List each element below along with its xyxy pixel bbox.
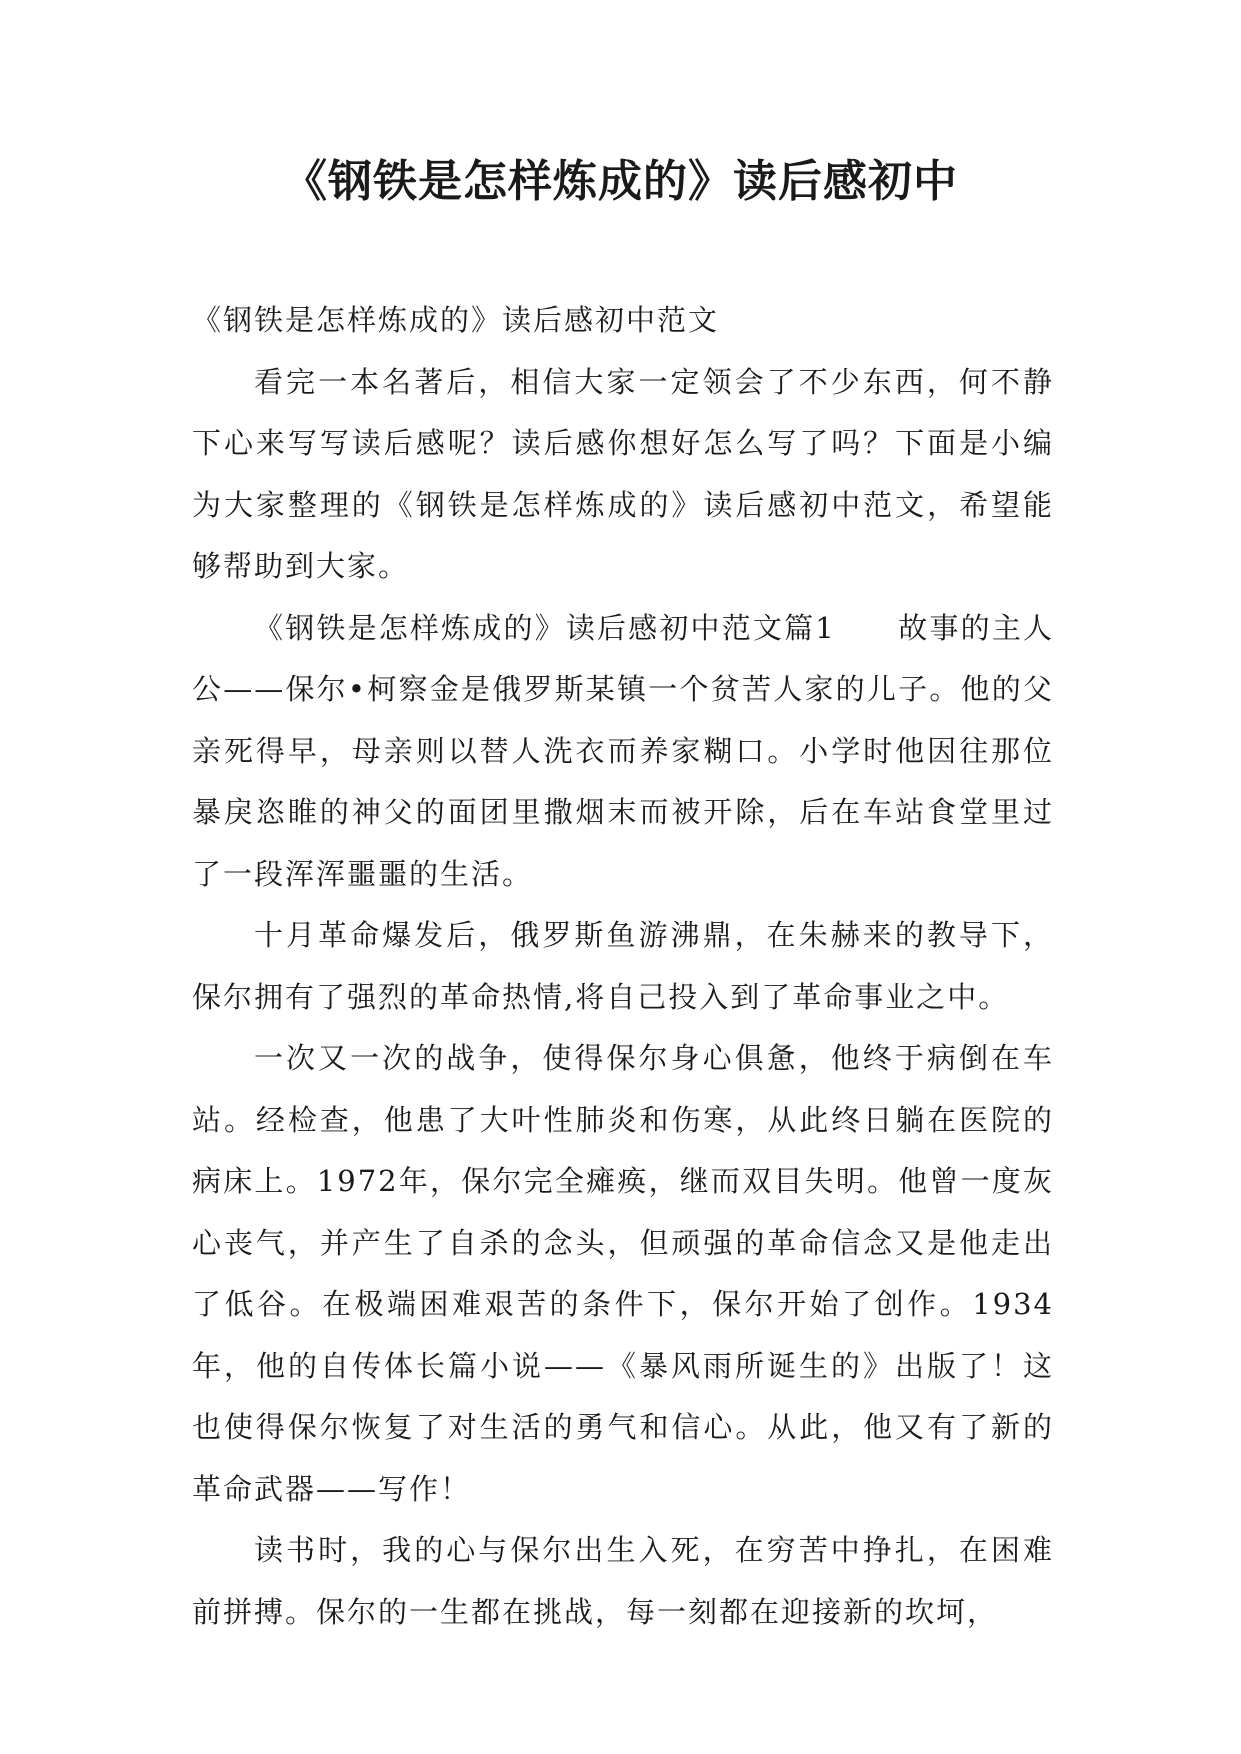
paragraph-story-opening: 《钢铁是怎样炼成的》读后感初中范文篇1 故事的主人公——保尔•柯察金是俄罗斯某镇一个贫苦人家的儿子。他的父亲死得早，母亲则以替人洗衣而养家糊口。小学时他因往那位暴戾恣睢的神父的面团里撒烟末而被开除，后在车站食堂里过了一段浑浑噩噩的生活。 (192, 610, 1054, 891)
paragraph-revolution: 十月革命爆发后，俄罗斯鱼游沸鼎，在朱赫来的教导下，保尔拥有了强烈的革命热情,将自己投入到了革命事业之中。 (192, 918, 1054, 1014)
paragraph-intro: 看完一本名著后，相信大家一定领会了不少东西，何不静下心来写写读后感呢？读后感你想好怎么写了吗？下面是小编为大家整理的《钢铁是怎样炼成的》读后感初中范文，希望能够帮助到大家。 (192, 364, 1054, 583)
paragraph-illness-and-writing: 一次又一次的战争，使得保尔身心俱惫，他终于病倒在车站。经检查，他患了大叶性肺炎和伤寒，从此终日躺在医院的病床上。1972年，保尔完全瘫痪，继而双目失明。他曾一度灰心丧气，并产生了自杀的念头，但顽强的革命信念又是他走出了低谷。在极端困难艰苦的条件下，保尔开始了创作。1934年，他的自传体长篇小说——《暴风雨所诞生的》出版了！这也使得保尔恢复了对生活的勇气和信心。从此，他又有了新的革命武器——写作！ (192, 1041, 1054, 1506)
document-body (192, 290, 1054, 1643)
document-title: 《钢铁是怎样炼成的》读后感初中 (283, 156, 958, 207)
document-subtitle: 《钢铁是怎样炼成的》读后感初中范文 (192, 303, 720, 337)
paragraph-reading-reflection: 读书时，我的心与保尔出生入死，在穷苦中挣扎，在困难前拼搏。保尔的一生都在挑战，每一刻都在迎接新的坎坷， (192, 1533, 1054, 1629)
